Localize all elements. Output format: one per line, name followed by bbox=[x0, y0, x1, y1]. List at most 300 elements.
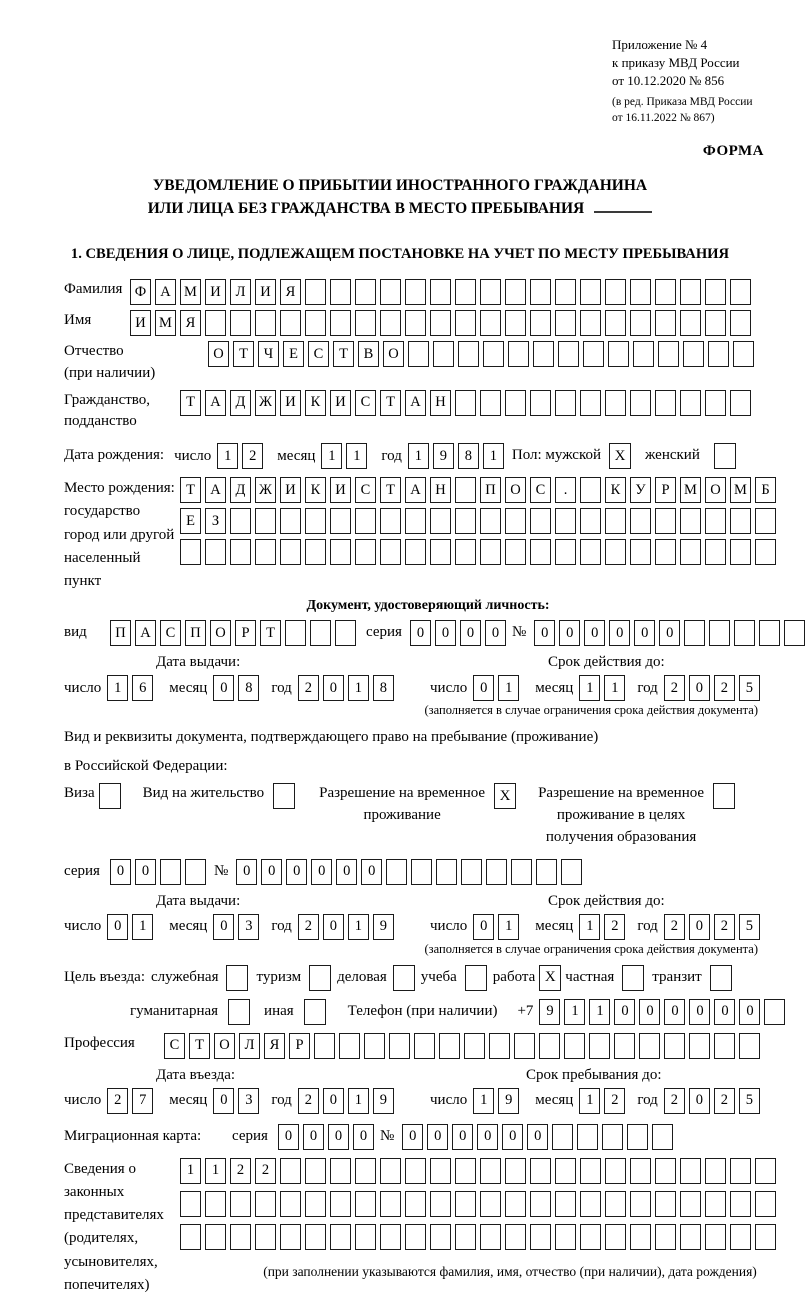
char-cell[interactable] bbox=[355, 310, 376, 336]
char-cell[interactable] bbox=[664, 1033, 685, 1059]
char-cell[interactable] bbox=[480, 1191, 501, 1217]
purpose-business-checkbox[interactable] bbox=[393, 965, 415, 991]
char-cell[interactable]: О bbox=[208, 341, 229, 367]
char-cell[interactable]: 0 bbox=[689, 1088, 710, 1114]
char-cell[interactable]: П bbox=[110, 620, 131, 646]
char-cell[interactable] bbox=[489, 1033, 510, 1059]
char-cell[interactable] bbox=[380, 279, 401, 305]
char-cell[interactable]: 9 bbox=[433, 443, 454, 469]
char-cell[interactable] bbox=[280, 1158, 301, 1184]
char-cell[interactable] bbox=[305, 539, 326, 565]
char-cell[interactable]: 0 bbox=[527, 1124, 548, 1150]
char-cell[interactable] bbox=[380, 508, 401, 534]
char-cell[interactable] bbox=[539, 1033, 560, 1059]
char-cell[interactable]: 0 bbox=[402, 1124, 423, 1150]
char-cell[interactable]: Ф bbox=[130, 279, 151, 305]
char-cell[interactable]: 0 bbox=[689, 999, 710, 1025]
char-cell[interactable]: 1 bbox=[205, 1158, 226, 1184]
char-cell[interactable]: 0 bbox=[311, 859, 332, 885]
char-cell[interactable] bbox=[405, 1191, 426, 1217]
char-cell[interactable] bbox=[530, 390, 551, 416]
char-cell[interactable] bbox=[505, 390, 526, 416]
char-cell[interactable] bbox=[558, 341, 579, 367]
char-cell[interactable]: 8 bbox=[373, 675, 394, 701]
char-cell[interactable]: 1 bbox=[483, 443, 504, 469]
char-cell[interactable]: И bbox=[280, 390, 301, 416]
char-cell[interactable]: 1 bbox=[408, 443, 429, 469]
char-cell[interactable] bbox=[330, 279, 351, 305]
char-cell[interactable] bbox=[658, 341, 679, 367]
char-cell[interactable]: 2 bbox=[664, 1088, 685, 1114]
char-cell[interactable] bbox=[705, 1224, 726, 1250]
char-cell[interactable] bbox=[530, 1224, 551, 1250]
char-cell[interactable] bbox=[605, 1224, 626, 1250]
char-cell[interactable]: 2 bbox=[714, 1088, 735, 1114]
char-cell[interactable] bbox=[709, 620, 730, 646]
char-cell[interactable] bbox=[580, 1191, 601, 1217]
char-cell[interactable] bbox=[555, 390, 576, 416]
char-cell[interactable] bbox=[455, 539, 476, 565]
char-cell[interactable] bbox=[180, 1224, 201, 1250]
char-cell[interactable] bbox=[614, 1033, 635, 1059]
char-cell[interactable] bbox=[630, 1224, 651, 1250]
char-cell[interactable] bbox=[555, 1224, 576, 1250]
char-cell[interactable]: Б bbox=[755, 477, 776, 503]
sex-male-checkbox[interactable]: X bbox=[609, 443, 631, 469]
char-cell[interactable]: 1 bbox=[604, 675, 625, 701]
char-cell[interactable] bbox=[633, 341, 654, 367]
char-cell[interactable] bbox=[436, 859, 457, 885]
char-cell[interactable]: Д bbox=[230, 390, 251, 416]
char-cell[interactable] bbox=[630, 508, 651, 534]
char-cell[interactable]: 3 bbox=[238, 914, 259, 940]
char-cell[interactable] bbox=[630, 1158, 651, 1184]
char-cell[interactable]: 1 bbox=[579, 914, 600, 940]
char-cell[interactable] bbox=[555, 310, 576, 336]
char-cell[interactable] bbox=[430, 1191, 451, 1217]
char-cell[interactable] bbox=[605, 1158, 626, 1184]
char-cell[interactable] bbox=[205, 1224, 226, 1250]
char-cell[interactable]: 1 bbox=[348, 914, 369, 940]
char-cell[interactable] bbox=[389, 1033, 410, 1059]
char-cell[interactable] bbox=[577, 1124, 598, 1150]
char-cell[interactable] bbox=[555, 508, 576, 534]
char-cell[interactable] bbox=[380, 1191, 401, 1217]
char-cell[interactable] bbox=[589, 1033, 610, 1059]
char-cell[interactable] bbox=[655, 1191, 676, 1217]
char-cell[interactable] bbox=[483, 341, 504, 367]
char-cell[interactable]: И bbox=[205, 279, 226, 305]
char-cell[interactable] bbox=[561, 859, 582, 885]
char-cell[interactable]: В bbox=[358, 341, 379, 367]
char-cell[interactable] bbox=[486, 859, 507, 885]
char-cell[interactable] bbox=[280, 508, 301, 534]
char-cell[interactable]: А bbox=[405, 477, 426, 503]
char-cell[interactable] bbox=[652, 1124, 673, 1150]
char-cell[interactable] bbox=[552, 1124, 573, 1150]
char-cell[interactable]: Д bbox=[230, 477, 251, 503]
sex-female-checkbox[interactable] bbox=[714, 443, 736, 469]
char-cell[interactable] bbox=[705, 539, 726, 565]
char-cell[interactable]: П bbox=[185, 620, 206, 646]
char-cell[interactable]: 0 bbox=[427, 1124, 448, 1150]
char-cell[interactable]: 9 bbox=[539, 999, 560, 1025]
char-cell[interactable] bbox=[411, 859, 432, 885]
char-cell[interactable] bbox=[730, 1191, 751, 1217]
char-cell[interactable] bbox=[380, 1224, 401, 1250]
char-cell[interactable]: П bbox=[480, 477, 501, 503]
char-cell[interactable] bbox=[505, 1224, 526, 1250]
char-cell[interactable] bbox=[580, 1158, 601, 1184]
char-cell[interactable] bbox=[580, 1224, 601, 1250]
char-cell[interactable] bbox=[530, 1191, 551, 1217]
char-cell[interactable] bbox=[580, 539, 601, 565]
char-cell[interactable] bbox=[708, 341, 729, 367]
char-cell[interactable]: М bbox=[155, 310, 176, 336]
char-cell[interactable] bbox=[764, 999, 785, 1025]
temp-residence-education-checkbox[interactable] bbox=[713, 783, 735, 809]
char-cell[interactable] bbox=[364, 1033, 385, 1059]
char-cell[interactable]: 2 bbox=[298, 675, 319, 701]
char-cell[interactable]: О bbox=[214, 1033, 235, 1059]
char-cell[interactable]: 0 bbox=[361, 859, 382, 885]
char-cell[interactable] bbox=[739, 1033, 760, 1059]
char-cell[interactable]: 0 bbox=[261, 859, 282, 885]
char-cell[interactable] bbox=[455, 508, 476, 534]
char-cell[interactable] bbox=[380, 539, 401, 565]
char-cell[interactable] bbox=[310, 620, 331, 646]
char-cell[interactable] bbox=[514, 1033, 535, 1059]
char-cell[interactable] bbox=[505, 1191, 526, 1217]
char-cell[interactable] bbox=[755, 539, 776, 565]
char-cell[interactable] bbox=[684, 620, 705, 646]
char-cell[interactable] bbox=[680, 1224, 701, 1250]
char-cell[interactable] bbox=[605, 390, 626, 416]
char-cell[interactable]: 5 bbox=[739, 675, 760, 701]
char-cell[interactable]: Т bbox=[233, 341, 254, 367]
char-cell[interactable] bbox=[455, 1191, 476, 1217]
char-cell[interactable]: 0 bbox=[664, 999, 685, 1025]
char-cell[interactable]: М bbox=[180, 279, 201, 305]
char-cell[interactable]: 0 bbox=[473, 675, 494, 701]
char-cell[interactable]: О bbox=[210, 620, 231, 646]
char-cell[interactable] bbox=[480, 1224, 501, 1250]
purpose-official-checkbox[interactable] bbox=[226, 965, 248, 991]
char-cell[interactable] bbox=[530, 539, 551, 565]
char-cell[interactable]: 0 bbox=[614, 999, 635, 1025]
char-cell[interactable] bbox=[230, 1224, 251, 1250]
char-cell[interactable]: Т bbox=[380, 477, 401, 503]
char-cell[interactable] bbox=[630, 279, 651, 305]
char-cell[interactable]: Т bbox=[189, 1033, 210, 1059]
char-cell[interactable]: Ж bbox=[255, 477, 276, 503]
char-cell[interactable] bbox=[461, 859, 482, 885]
char-cell[interactable]: 0 bbox=[213, 914, 234, 940]
char-cell[interactable] bbox=[405, 279, 426, 305]
char-cell[interactable]: 6 bbox=[132, 675, 153, 701]
char-cell[interactable] bbox=[505, 508, 526, 534]
char-cell[interactable]: О bbox=[383, 341, 404, 367]
char-cell[interactable]: 0 bbox=[336, 859, 357, 885]
char-cell[interactable] bbox=[480, 1158, 501, 1184]
char-cell[interactable] bbox=[180, 539, 201, 565]
char-cell[interactable]: Е bbox=[283, 341, 304, 367]
char-cell[interactable] bbox=[255, 1224, 276, 1250]
char-cell[interactable] bbox=[680, 1191, 701, 1217]
residence-permit-checkbox[interactable] bbox=[273, 783, 295, 809]
char-cell[interactable]: 0 bbox=[435, 620, 456, 646]
char-cell[interactable] bbox=[755, 1158, 776, 1184]
char-cell[interactable] bbox=[230, 508, 251, 534]
char-cell[interactable]: 1 bbox=[564, 999, 585, 1025]
char-cell[interactable] bbox=[305, 279, 326, 305]
char-cell[interactable]: 0 bbox=[353, 1124, 374, 1150]
char-cell[interactable]: М bbox=[680, 477, 701, 503]
char-cell[interactable] bbox=[480, 539, 501, 565]
char-cell[interactable] bbox=[655, 508, 676, 534]
char-cell[interactable]: Т bbox=[180, 390, 201, 416]
char-cell[interactable]: 8 bbox=[458, 443, 479, 469]
char-cell[interactable] bbox=[230, 539, 251, 565]
char-cell[interactable]: 5 bbox=[739, 1088, 760, 1114]
char-cell[interactable]: Я bbox=[180, 310, 201, 336]
char-cell[interactable] bbox=[655, 1224, 676, 1250]
char-cell[interactable] bbox=[335, 620, 356, 646]
char-cell[interactable]: 2 bbox=[714, 675, 735, 701]
char-cell[interactable]: 1 bbox=[107, 675, 128, 701]
char-cell[interactable]: 1 bbox=[346, 443, 367, 469]
purpose-tourism-checkbox[interactable] bbox=[309, 965, 331, 991]
char-cell[interactable]: С bbox=[164, 1033, 185, 1059]
char-cell[interactable] bbox=[680, 279, 701, 305]
char-cell[interactable]: О bbox=[505, 477, 526, 503]
char-cell[interactable] bbox=[705, 1191, 726, 1217]
purpose-work-checkbox[interactable]: X bbox=[539, 965, 561, 991]
char-cell[interactable] bbox=[759, 620, 780, 646]
char-cell[interactable]: Ч bbox=[258, 341, 279, 367]
char-cell[interactable] bbox=[285, 620, 306, 646]
char-cell[interactable] bbox=[755, 1191, 776, 1217]
char-cell[interactable] bbox=[405, 508, 426, 534]
char-cell[interactable]: 2 bbox=[604, 914, 625, 940]
char-cell[interactable]: К bbox=[305, 390, 326, 416]
char-cell[interactable] bbox=[705, 1158, 726, 1184]
char-cell[interactable] bbox=[511, 859, 532, 885]
char-cell[interactable] bbox=[505, 539, 526, 565]
char-cell[interactable] bbox=[630, 390, 651, 416]
char-cell[interactable] bbox=[355, 1158, 376, 1184]
char-cell[interactable] bbox=[630, 1191, 651, 1217]
char-cell[interactable] bbox=[355, 279, 376, 305]
char-cell[interactable]: 2 bbox=[107, 1088, 128, 1114]
char-cell[interactable] bbox=[458, 341, 479, 367]
char-cell[interactable] bbox=[430, 539, 451, 565]
char-cell[interactable]: 0 bbox=[286, 859, 307, 885]
char-cell[interactable]: Ж bbox=[255, 390, 276, 416]
char-cell[interactable] bbox=[580, 310, 601, 336]
char-cell[interactable] bbox=[330, 310, 351, 336]
char-cell[interactable]: Р bbox=[235, 620, 256, 646]
char-cell[interactable]: . bbox=[555, 477, 576, 503]
char-cell[interactable] bbox=[430, 1158, 451, 1184]
char-cell[interactable]: К bbox=[605, 477, 626, 503]
char-cell[interactable]: М bbox=[730, 477, 751, 503]
char-cell[interactable]: 0 bbox=[659, 620, 680, 646]
char-cell[interactable] bbox=[505, 1158, 526, 1184]
char-cell[interactable] bbox=[430, 310, 451, 336]
char-cell[interactable] bbox=[455, 390, 476, 416]
char-cell[interactable]: А bbox=[205, 390, 226, 416]
char-cell[interactable] bbox=[630, 539, 651, 565]
char-cell[interactable] bbox=[305, 508, 326, 534]
char-cell[interactable] bbox=[355, 508, 376, 534]
char-cell[interactable]: 2 bbox=[664, 914, 685, 940]
char-cell[interactable]: 0 bbox=[452, 1124, 473, 1150]
char-cell[interactable]: Е bbox=[180, 508, 201, 534]
char-cell[interactable] bbox=[255, 1191, 276, 1217]
purpose-study-checkbox[interactable] bbox=[465, 965, 487, 991]
char-cell[interactable]: 0 bbox=[689, 914, 710, 940]
char-cell[interactable]: 0 bbox=[323, 914, 344, 940]
char-cell[interactable]: 2 bbox=[714, 914, 735, 940]
char-cell[interactable] bbox=[455, 310, 476, 336]
char-cell[interactable] bbox=[755, 1224, 776, 1250]
char-cell[interactable] bbox=[205, 310, 226, 336]
char-cell[interactable]: 9 bbox=[373, 1088, 394, 1114]
char-cell[interactable]: И bbox=[255, 279, 276, 305]
purpose-other-checkbox[interactable] bbox=[304, 999, 326, 1025]
char-cell[interactable]: 1 bbox=[132, 914, 153, 940]
char-cell[interactable] bbox=[730, 1224, 751, 1250]
char-cell[interactable] bbox=[580, 390, 601, 416]
char-cell[interactable]: Р bbox=[289, 1033, 310, 1059]
char-cell[interactable] bbox=[305, 1224, 326, 1250]
char-cell[interactable]: 1 bbox=[348, 675, 369, 701]
char-cell[interactable]: Я bbox=[264, 1033, 285, 1059]
char-cell[interactable]: С bbox=[530, 477, 551, 503]
char-cell[interactable] bbox=[430, 279, 451, 305]
char-cell[interactable] bbox=[530, 1158, 551, 1184]
char-cell[interactable] bbox=[185, 859, 206, 885]
char-cell[interactable] bbox=[380, 1158, 401, 1184]
char-cell[interactable]: 9 bbox=[373, 914, 394, 940]
char-cell[interactable] bbox=[683, 341, 704, 367]
char-cell[interactable] bbox=[680, 390, 701, 416]
char-cell[interactable] bbox=[505, 310, 526, 336]
char-cell[interactable] bbox=[330, 508, 351, 534]
char-cell[interactable]: С bbox=[308, 341, 329, 367]
char-cell[interactable] bbox=[405, 1158, 426, 1184]
char-cell[interactable]: 1 bbox=[180, 1158, 201, 1184]
char-cell[interactable] bbox=[555, 1158, 576, 1184]
char-cell[interactable] bbox=[705, 508, 726, 534]
char-cell[interactable]: 1 bbox=[498, 675, 519, 701]
char-cell[interactable] bbox=[314, 1033, 335, 1059]
char-cell[interactable] bbox=[627, 1124, 648, 1150]
char-cell[interactable]: 1 bbox=[579, 1088, 600, 1114]
char-cell[interactable] bbox=[705, 390, 726, 416]
char-cell[interactable] bbox=[680, 539, 701, 565]
char-cell[interactable] bbox=[564, 1033, 585, 1059]
char-cell[interactable] bbox=[555, 1191, 576, 1217]
char-cell[interactable] bbox=[230, 310, 251, 336]
char-cell[interactable]: 0 bbox=[110, 859, 131, 885]
char-cell[interactable]: 0 bbox=[502, 1124, 523, 1150]
char-cell[interactable] bbox=[455, 1224, 476, 1250]
char-cell[interactable] bbox=[733, 341, 754, 367]
char-cell[interactable] bbox=[680, 508, 701, 534]
char-cell[interactable]: Т bbox=[260, 620, 281, 646]
purpose-private-checkbox[interactable] bbox=[622, 965, 644, 991]
char-cell[interactable]: 0 bbox=[236, 859, 257, 885]
char-cell[interactable]: 0 bbox=[410, 620, 431, 646]
char-cell[interactable]: 2 bbox=[255, 1158, 276, 1184]
char-cell[interactable]: 1 bbox=[589, 999, 610, 1025]
char-cell[interactable] bbox=[480, 310, 501, 336]
char-cell[interactable] bbox=[339, 1033, 360, 1059]
purpose-transit-checkbox[interactable] bbox=[710, 965, 732, 991]
char-cell[interactable]: Я bbox=[280, 279, 301, 305]
char-cell[interactable] bbox=[455, 279, 476, 305]
char-cell[interactable]: 0 bbox=[213, 675, 234, 701]
char-cell[interactable] bbox=[630, 310, 651, 336]
char-cell[interactable]: 0 bbox=[107, 914, 128, 940]
char-cell[interactable] bbox=[508, 341, 529, 367]
char-cell[interactable]: И bbox=[330, 390, 351, 416]
char-cell[interactable] bbox=[536, 859, 557, 885]
char-cell[interactable] bbox=[505, 279, 526, 305]
char-cell[interactable]: 0 bbox=[609, 620, 630, 646]
temp-residence-checkbox[interactable]: X bbox=[494, 783, 516, 809]
char-cell[interactable] bbox=[605, 1191, 626, 1217]
char-cell[interactable]: 0 bbox=[559, 620, 580, 646]
char-cell[interactable]: 0 bbox=[213, 1088, 234, 1114]
char-cell[interactable]: И bbox=[330, 477, 351, 503]
char-cell[interactable] bbox=[689, 1033, 710, 1059]
char-cell[interactable] bbox=[330, 1191, 351, 1217]
char-cell[interactable]: С bbox=[355, 477, 376, 503]
char-cell[interactable]: 2 bbox=[242, 443, 263, 469]
char-cell[interactable] bbox=[464, 1033, 485, 1059]
char-cell[interactable] bbox=[605, 279, 626, 305]
char-cell[interactable]: 1 bbox=[348, 1088, 369, 1114]
char-cell[interactable] bbox=[555, 279, 576, 305]
char-cell[interactable] bbox=[605, 539, 626, 565]
char-cell[interactable]: 2 bbox=[664, 675, 685, 701]
char-cell[interactable] bbox=[355, 1224, 376, 1250]
char-cell[interactable]: 0 bbox=[328, 1124, 349, 1150]
char-cell[interactable] bbox=[280, 1224, 301, 1250]
char-cell[interactable] bbox=[784, 620, 805, 646]
char-cell[interactable]: Л bbox=[230, 279, 251, 305]
char-cell[interactable] bbox=[734, 620, 755, 646]
char-cell[interactable] bbox=[480, 390, 501, 416]
char-cell[interactable]: С bbox=[355, 390, 376, 416]
char-cell[interactable] bbox=[555, 539, 576, 565]
char-cell[interactable]: 0 bbox=[477, 1124, 498, 1150]
char-cell[interactable]: 0 bbox=[639, 999, 660, 1025]
char-cell[interactable] bbox=[433, 341, 454, 367]
char-cell[interactable] bbox=[580, 279, 601, 305]
char-cell[interactable]: 2 bbox=[298, 1088, 319, 1114]
char-cell[interactable] bbox=[605, 508, 626, 534]
char-cell[interactable]: А bbox=[405, 390, 426, 416]
char-cell[interactable]: 2 bbox=[604, 1088, 625, 1114]
char-cell[interactable]: 2 bbox=[230, 1158, 251, 1184]
char-cell[interactable]: Т bbox=[333, 341, 354, 367]
char-cell[interactable] bbox=[655, 1158, 676, 1184]
char-cell[interactable] bbox=[655, 279, 676, 305]
